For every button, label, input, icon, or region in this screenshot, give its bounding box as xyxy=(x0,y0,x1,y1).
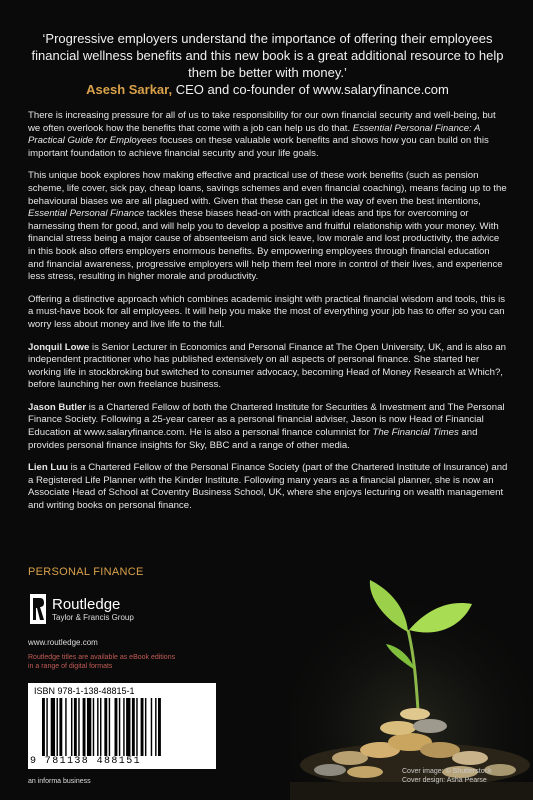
text-run: focuses on these valuable work benefits and shows how you can build on this important foundation to achieve financial security and your life goals. xyxy=(28,135,489,159)
author-bio-butler xyxy=(28,402,508,452)
text-run: There is increasing pressure for all of us to take responsibility for our own financial security and well-being, but we often overlook how the benefits that come with a job can help us do that. xyxy=(28,110,496,134)
endorsement-quote xyxy=(30,30,505,99)
text-run: tackles these biases head-on with practical ideas and tips for overcoming or harnessing them for good, and will help you to develop a positive and fruitful relationship with your money. With financial stress being a major cause of absenteeism and sick leave, low morale and lost productivity, the advice in this book also offers employers enormous benefits. By empowering employees through financial education and financial awareness, progressive employers will help them feel more in control of their lives, and experience less stress, resulting in higher morale and productivity. xyxy=(28,208,503,283)
author-name: Lien Luu xyxy=(28,462,68,474)
quote-author-role: CEO and co-founder of www.salaryfinance.com xyxy=(172,82,449,97)
book-title: Essential Personal Finance: A Practical Guide for Employees xyxy=(28,122,481,147)
routledge-r-icon xyxy=(30,594,46,624)
coin-plant-image xyxy=(290,560,533,800)
barcode xyxy=(42,698,214,756)
author-bio: and provides personal finance insights for Sky, BBC and a range of other media. xyxy=(28,427,478,451)
publisher-group: Taylor & Francis Group xyxy=(52,613,134,622)
isbn-label: ISBN 978-1-138-48815-1 xyxy=(34,686,135,696)
quote-author-name: Asesh Sarkar, xyxy=(86,82,173,97)
author-bio: is a Chartered Fellow of both the Chartered Institute for Securities & Investment and The Personal Finance Society. Following a 25-year career as a personal financial adviser, Jason is now Head of Financial Education at www.salaryfinance.com. He is also a personal finance columnist for xyxy=(28,401,505,439)
isbn-barcode-box xyxy=(28,683,216,769)
paragraph-description xyxy=(28,170,508,283)
author-bio: is a Chartered Fellow of the Personal Finance Society (part of the Chartered Institute of Insurance) and a Registered Life Planner with the Kinder Institute. Following many years as a financial planner, she is now an Associate Head of School at Coventry Business School, UK, where she enjoys lecturing on wealth management and writing books on personal finance. xyxy=(28,462,508,512)
book-title: Essential Personal Finance xyxy=(28,208,145,220)
author-bio-lowe xyxy=(28,342,508,392)
blurb xyxy=(28,110,508,523)
quote-attribution xyxy=(30,81,505,99)
ebook-note: Routledge titles are available as eBook editions in a range of digital formats xyxy=(28,654,176,670)
publisher-website: www.routledge.com xyxy=(28,638,98,647)
author-name: Jonquil Lowe xyxy=(28,341,90,353)
informa-tagline: an informa business xyxy=(28,778,91,785)
author-bio-luu xyxy=(28,462,508,512)
author-name: Jason Butler xyxy=(28,401,87,413)
publisher-name: Routledge xyxy=(52,596,121,613)
category-label: PERSONAL FINANCE xyxy=(28,566,144,578)
publisher-logo xyxy=(30,594,170,626)
paragraph-summary: Offering a distinctive approach which combines academic insight with practical financial wisdom and tools, this is a must-have book for all employees. It will help you make the most of everything your job has to offer so you can worry less about money and live life to the full. xyxy=(28,293,506,330)
cover-credits xyxy=(402,768,492,785)
text-run: This unique book explores how making effective and practical use of these work benefits (such as pension scheme, life cover, sick pay, cheap loans, savings schemes and even financial coaching), means facing up to the behavioural biases we are all plagued with. Given that these can get in the way of even the best intentions, xyxy=(28,170,507,207)
design-credit: Cover design: Asha Pearse xyxy=(402,776,487,784)
author-bio: is Senior Lecturer in Economics and Personal Finance at The Open University, UK, and is also an independent practitioner who has published extensively on all aspects of personal finance. She started her working life in stockbroking but switched to consumer advocacy, becoming Head of Money Research at Which?, before launching her own freelance business. xyxy=(28,341,506,391)
barcode-digits: 9 781138 488151 xyxy=(30,756,142,767)
paragraph-intro xyxy=(28,110,508,160)
publication-name: The Financial Times xyxy=(372,427,459,439)
image-credit: Cover image: © Shutterstock xyxy=(402,768,492,775)
quote-text: ‘Progressive employers understand the importance of offering their employees financial wellness benefits and this new book is a great additional resource to help them be better with money.’ xyxy=(31,31,504,80)
